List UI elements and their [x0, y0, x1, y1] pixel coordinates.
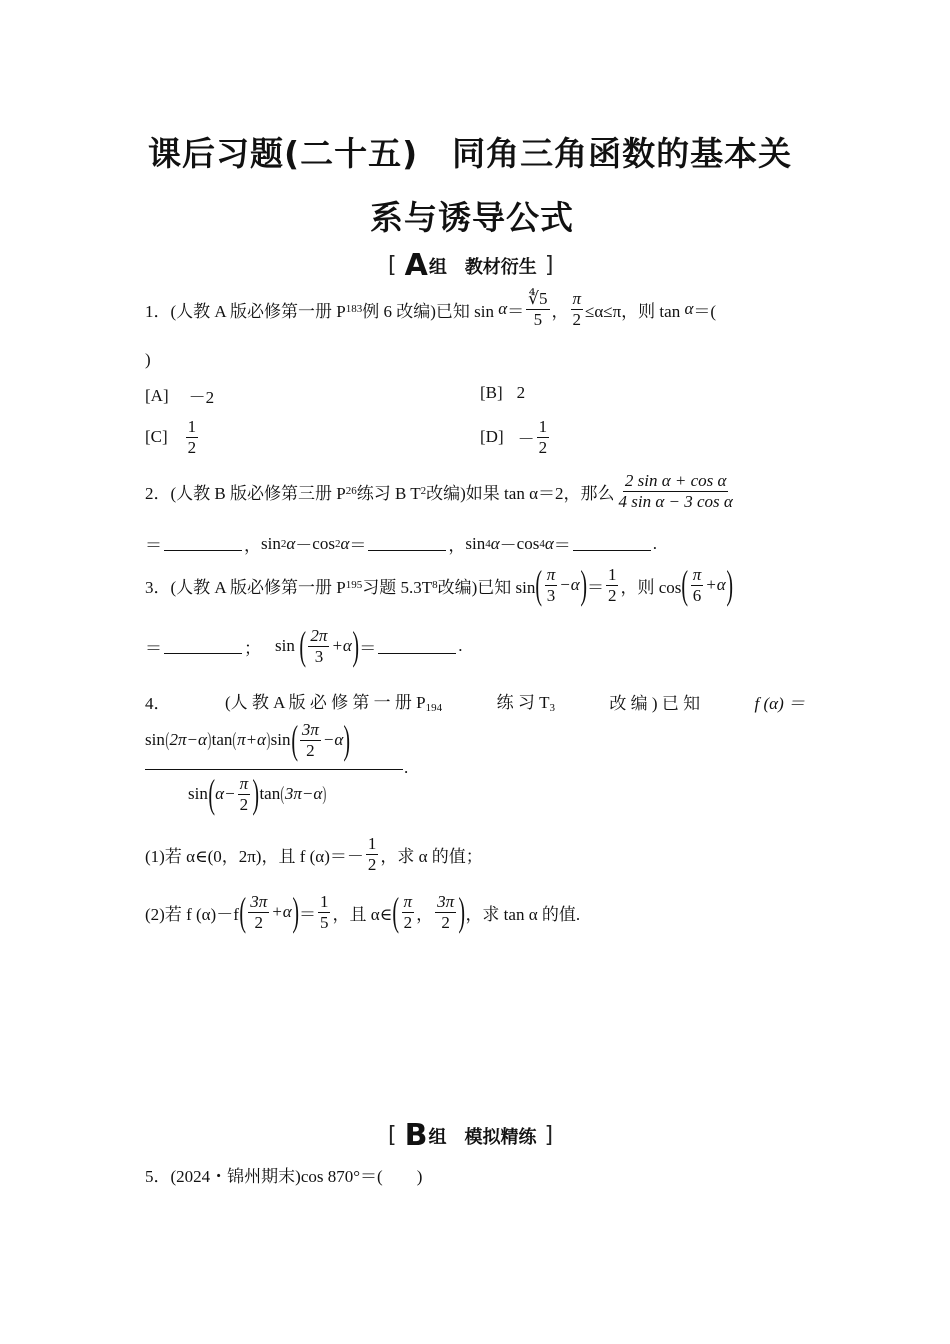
question-2-stem: 2． (人教 B 版必修第三册 P 26 练习 B T 2 改编)如果 tan α＝2，那么 $\frac{\text{2 sin α + cos α}}{\text{4 sin α − 3 cos α}}$	[145, 471, 733, 511]
question-3-stem: 3． (人教 A 版必修第一册 P 195 习题 5.3T 8 改编)已知 sin ( $\frac{\pi}{3}$ −α ) ＝ $\frac{1}{2}$ ，则 cos ( $\frac{\pi}{6}$ +α )	[145, 562, 733, 607]
answer-blank[interactable]	[164, 536, 242, 551]
q1-source-tail: 例 6 改编)已知 sin	[362, 301, 494, 321]
q1-close-paren: )	[145, 350, 151, 369]
q1-pi-over-2: $\frac{\pi}{2}$	[572, 289, 582, 329]
q1-source: (人教 A 版必修第一册 P	[170, 301, 346, 321]
q4-fraction-numerator: sin ( 2π−α ) tan ( π+α ) sin ( $\frac{3\pi}{2}$ −α )	[145, 717, 351, 762]
answer-blank[interactable]	[164, 639, 242, 654]
q1-alpha: α	[498, 299, 508, 319]
question-5-stem: 5．(2024・锦州期末)cos 870°＝( )	[145, 1167, 423, 1186]
answer-blank[interactable]	[368, 536, 446, 551]
q1-option-b[interactable]: [B] 2	[480, 383, 526, 402]
q1-eq: ＝	[507, 301, 525, 321]
title-line-1: 课后习题(二十五) 同角三角函数的基本关	[148, 134, 793, 173]
q4-part-1: (1)若 α∈(0，2π)，且 f (α)＝－ $\frac{1}{2}$ ，求 α 的值；	[145, 834, 483, 874]
group-name: 教材衍生	[464, 256, 537, 278]
q1-fraction: $\frac{∜5}{5}$	[528, 289, 548, 329]
q1-tail: ＝(	[693, 301, 717, 321]
question-3-answers: ＝ ； sin ( $\frac{2\pi}{3}$ +α ) ＝ .	[145, 623, 463, 668]
q1-source-sub: 183	[345, 303, 363, 316]
q4-period: .	[404, 758, 409, 777]
title-line-2: 系与诱导公式	[370, 198, 574, 237]
q1-option-c[interactable]: [C] $\frac{1}{2}$	[145, 417, 197, 457]
q1-comma: ，	[551, 301, 569, 321]
bracket-close: ]	[544, 253, 554, 278]
group-letter: A	[404, 248, 427, 283]
q1-option-d[interactable]: [D] － $\frac{1}{2}$	[480, 417, 548, 457]
group-zu: 组	[428, 256, 447, 278]
q1-number: 1．	[145, 301, 171, 321]
q4-fraction-bar	[145, 769, 403, 770]
group-a-header	[388, 248, 553, 283]
q2-fraction: $\frac{\text{2 sin α + cos α}}{\text{4 sin α − 3 cos α}}$	[618, 471, 733, 511]
q4-fraction-denominator: sin ( α− $\frac{\pi}{2}$ ) tan ( 3π−α )	[188, 771, 327, 816]
question-1-stem: 1． (人教 A 版必修第一册 P 183 例 6 改编)已知 sin α ＝ $\frac{∜5}{5}$ ， $\frac{\pi}{2}$ ≤α≤π，则 tan α ＝(	[145, 289, 717, 329]
question-2-answers: ＝ ， sin 2 α － cos 2 α ＝ ， sin 4 α － cos 4 α ＝ .	[145, 533, 658, 555]
q1-option-a[interactable]: [A] －2	[145, 385, 215, 407]
answer-blank[interactable]	[378, 639, 456, 654]
bracket-open: [	[388, 253, 397, 278]
group-b-header: [ B 组 模拟精练 ]	[388, 1118, 554, 1153]
q1-range: ≤α≤π，则 tan	[585, 301, 681, 321]
answer-blank[interactable]	[573, 536, 651, 551]
q4-part-2: (2)若 f (α)－f ( $\frac{3\pi}{2}$ +α ) ＝ $\frac{1}{5}$ ，且 α∈ ( $\frac{\pi}{2}$ ， $\frac{3\pi}{2}$ ) ，求 tan α 的值.	[145, 889, 581, 934]
question-4-stem: 4． (人 教 A 版 必 修 第 一 册 $P_{194}$ 练 习 $T_3$ 改 编 ) 已 知 f (α) ＝	[145, 693, 805, 714]
